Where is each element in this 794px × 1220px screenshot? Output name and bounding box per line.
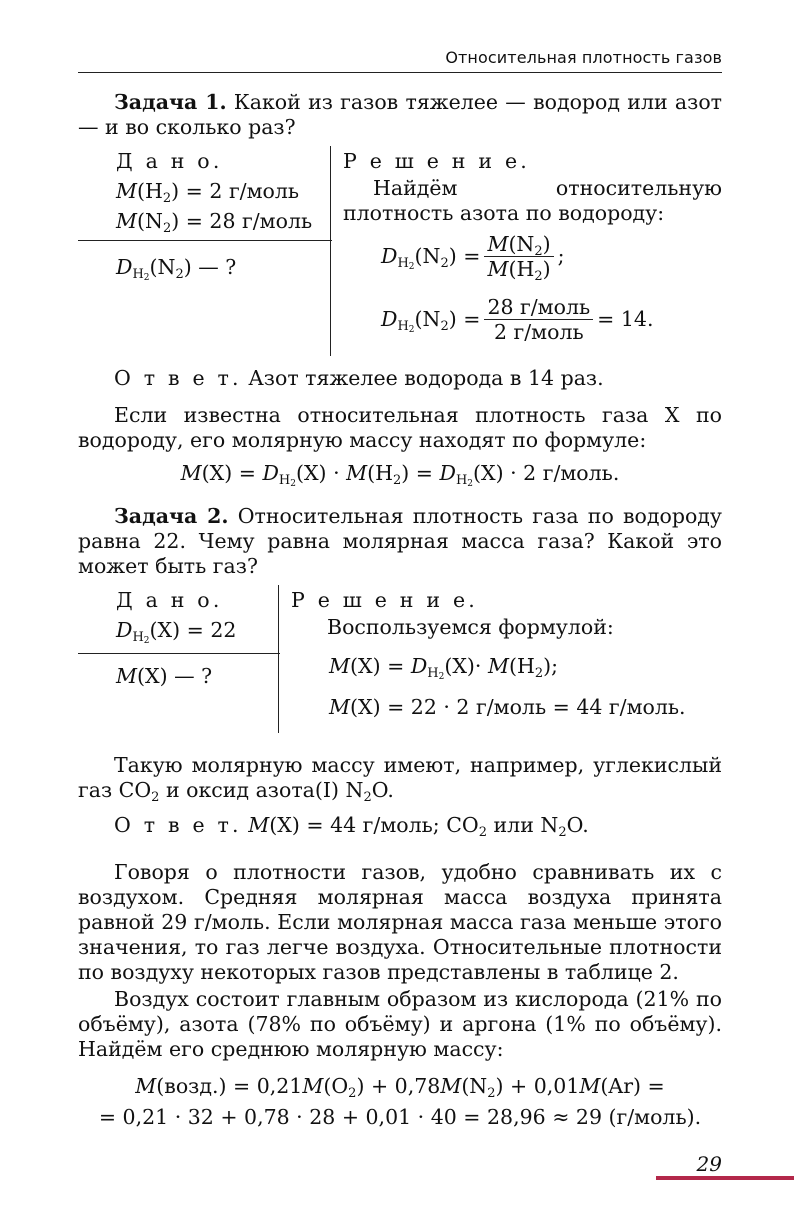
frac2-denominator: 2 г/моль	[493, 320, 584, 344]
para-air-comparison: Говоря о плотности газов, удобно сравнивать их с воздухом. Средняя молярная масса воздуха принята равной 29 г/моль. Если молярная масса газа меньше этого значения, то газ легче воздуха. Относительные плотности по воздуху некоторых газов представлены в таблице 2.	[78, 860, 722, 984]
task2-answer: О т в е т. M(X) = 44 г/моль; $CO_2$ или $N_2O$.	[114, 813, 589, 840]
formula-molar-mass: $M(X) = D_{H_2}(X) \cdot M(H_2) = D_{H_2}(X) \cdot 2$ г/моль.	[180, 461, 620, 489]
task2-given-rule	[78, 653, 280, 654]
task2-statement	[78, 504, 722, 579]
para-formula-intro: Если известна относительная плотность газа X по водороду, его молярную массу находят по формуле:	[78, 403, 722, 452]
page-content	[78, 86, 722, 1130]
task1-solution-text: Найдём относительную плотность азота по водороду:	[343, 176, 722, 225]
task1-statement	[78, 90, 722, 140]
task2-equation-2: M(X) = 22 · 2 г/моль = 44 г/моль.	[329, 695, 686, 719]
task2-given-label: Д а н о.	[116, 588, 223, 612]
task1-answer: О т в е т. Азот тяжелее водорода в 14 раз.	[114, 366, 604, 390]
task2-question: Относительная плотность газа по водороду равна 22. Чему равна молярная масса газа? Какой это может быть газ?	[78, 504, 722, 578]
page-number: 29	[696, 1152, 722, 1176]
task2-solution-text: Воспользуемся формулой:	[327, 615, 614, 639]
frac2-numerator: 28 г/моль	[484, 295, 593, 320]
task1-given-rule	[78, 240, 332, 241]
task2-given-1: $D_{H_2}(X) = 22$	[116, 618, 237, 646]
task1-solution-column	[331, 146, 722, 356]
task2-solution-column	[279, 585, 722, 733]
header-rule	[78, 72, 722, 73]
task1-label: Задача 1.	[114, 90, 227, 114]
task2-equation-1: $M(X) = D_{H_2}(X)\cdot M(H_2)$;	[329, 654, 559, 682]
para-examples: Такую молярную массу имеют, например, углекислый газ $CO_2$ и оксид азота(I) $N_2O$.	[78, 753, 722, 805]
task1-given-1: $M(H_2) = 2$ г/моль	[116, 179, 300, 206]
formula-air-line-1: M(возд.) = $0,21M(O_2) + 0,78M(N_2) + 0,01M(Ar)$ =	[135, 1074, 665, 1101]
task1-equation-1: $D_{H_2}(N_2)$ = $\frac{M(N_2)}{M(H_2)}$ ;	[381, 232, 565, 284]
task1-find: $D_{H_2}(N_2)$ — ?	[116, 255, 237, 283]
para-air-composition: Воздух состоит главным образом из кислорода (21% по объёму), азота (78% по объёму) и аргона (1% по объёму). Найдём его среднюю молярную массу:	[78, 987, 722, 1061]
task2-find: M(X) — ?	[116, 664, 213, 688]
task1-question: Какой из газов тяжелее — водород или азот — и во сколько раз?	[78, 90, 723, 139]
task1-box	[78, 146, 722, 356]
task1-equation-2: $D_{H_2}(N_2)$ = $\frac{\text{28 г/моль}}{\text{2 г/моль}}$ = 14.	[381, 295, 654, 344]
task1-given-column	[78, 146, 331, 356]
task2-solution-label: Р е ш е н и е.	[291, 588, 478, 612]
task2-label: Задача 2.	[114, 504, 229, 528]
task2-given-column	[78, 585, 279, 733]
task1-given-label: Д а н о.	[116, 149, 223, 173]
task1-result: = 14.	[597, 307, 654, 331]
task2-box	[78, 585, 722, 733]
task1-given-2: $M(N_2) = 28$ г/моль	[116, 209, 313, 236]
formula-air-line-2: = 0,21 · 32 + 0,78 · 28 + 0,01 · 40 = 28,96 ≈ 29 (г/моль).	[98, 1105, 702, 1129]
running-header: Относительная плотность газов	[445, 48, 722, 67]
task1-solution-label: Р е ш е н и е.	[343, 149, 530, 173]
footer-accent-rule	[656, 1176, 794, 1180]
